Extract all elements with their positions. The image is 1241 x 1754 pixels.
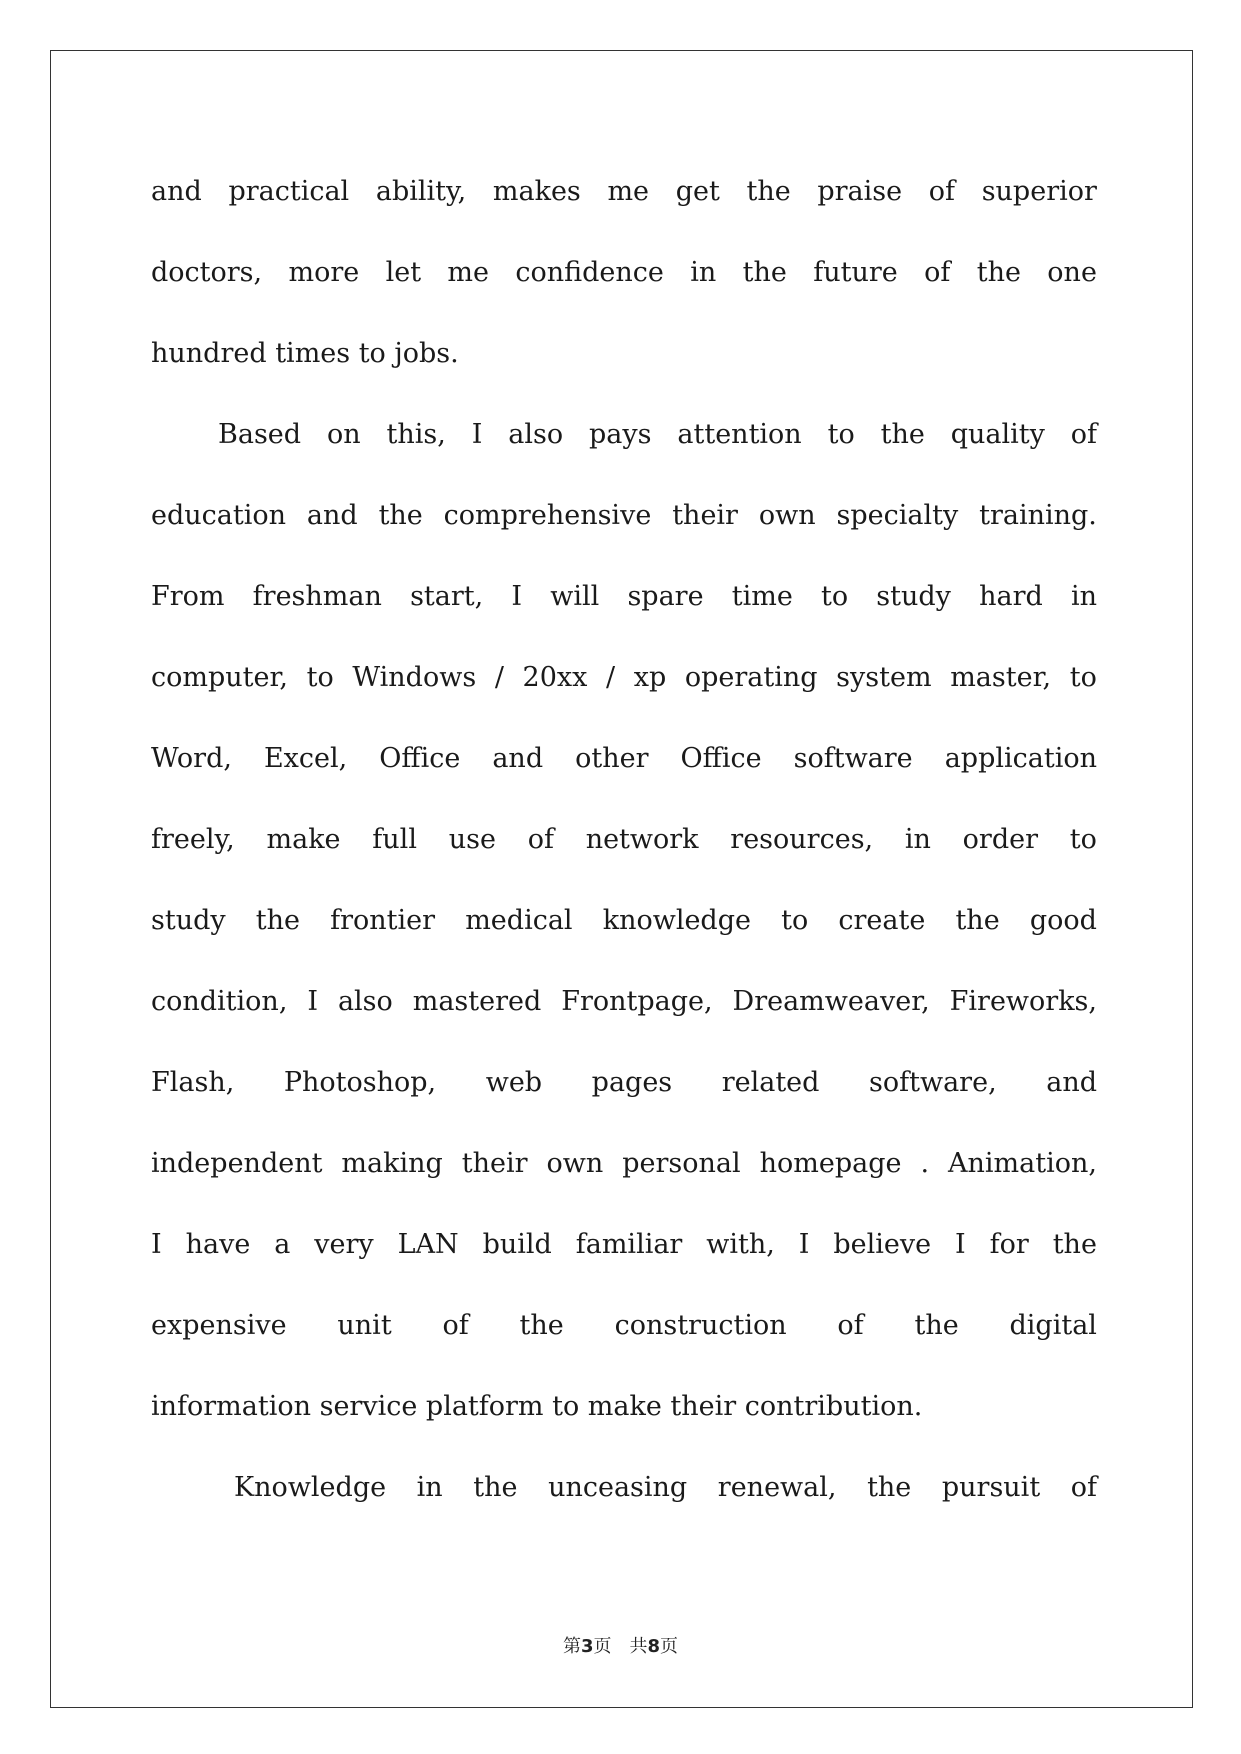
page-number-middle: 页 共 xyxy=(593,1636,648,1657)
text-line xyxy=(151,985,1097,1019)
word: superior xyxy=(981,176,1097,207)
word: Animation, xyxy=(948,1148,1097,1179)
word: Office xyxy=(680,743,762,774)
text-line xyxy=(151,742,1097,776)
text-line xyxy=(151,823,1097,857)
word: confidence xyxy=(515,257,664,288)
word: I xyxy=(511,581,523,612)
word: the xyxy=(976,257,1021,288)
word: practical xyxy=(228,176,350,207)
word: ability, xyxy=(375,176,467,207)
word: related xyxy=(721,1067,820,1098)
page-number-prefix: 第 xyxy=(562,1636,581,1657)
text-line xyxy=(151,1228,1097,1262)
word: digital xyxy=(1009,1310,1097,1341)
word: the xyxy=(746,176,791,207)
word: LAN xyxy=(397,1229,459,1260)
word: Photoshop, xyxy=(283,1067,437,1098)
word: other xyxy=(575,743,649,774)
text-line xyxy=(151,1309,1097,1343)
word: use xyxy=(448,824,496,855)
word: believe xyxy=(833,1229,932,1260)
word: to xyxy=(781,905,809,936)
word: and xyxy=(151,176,202,207)
word: the xyxy=(255,905,300,936)
word: knowledge xyxy=(602,905,751,936)
word: in xyxy=(904,824,931,855)
word: good xyxy=(1029,905,1097,936)
word: mastered xyxy=(412,986,542,1017)
word: quality xyxy=(950,419,1045,450)
text-line xyxy=(151,256,1097,290)
word: Word, xyxy=(151,743,232,774)
word: I xyxy=(471,419,483,450)
word: freely, xyxy=(151,824,235,855)
word: specialty xyxy=(836,500,959,531)
word: to xyxy=(827,419,855,450)
word: in xyxy=(690,257,717,288)
word: makes xyxy=(492,176,581,207)
word: / xyxy=(494,662,504,693)
word: I xyxy=(798,1229,810,1260)
word: / xyxy=(605,662,616,693)
word: Office xyxy=(379,743,461,774)
text-line xyxy=(151,580,1097,614)
text-line xyxy=(234,1471,1097,1505)
word: will xyxy=(550,581,600,612)
word: the xyxy=(867,1472,912,1503)
word: comprehensive xyxy=(443,500,652,531)
word: to xyxy=(1069,662,1097,693)
word: full xyxy=(372,824,417,855)
word: I xyxy=(151,1229,162,1260)
word: making xyxy=(341,1148,443,1179)
word: pages xyxy=(591,1067,673,1098)
word: of xyxy=(527,824,554,855)
word: very xyxy=(314,1229,374,1260)
word: Windows xyxy=(352,662,477,693)
word: a xyxy=(274,1229,291,1260)
word: freshman xyxy=(252,581,382,612)
word: spare xyxy=(627,581,704,612)
word: the xyxy=(1052,1229,1097,1260)
word: computer, xyxy=(151,662,289,693)
word: operating xyxy=(684,662,818,693)
word: own xyxy=(758,500,816,531)
word: Dreamweaver, xyxy=(732,986,930,1017)
word: . xyxy=(920,1148,930,1179)
word: me xyxy=(447,257,490,288)
word: start, xyxy=(410,581,484,612)
word: of xyxy=(928,176,956,207)
word: Knowledge xyxy=(234,1472,387,1503)
word: in xyxy=(1070,581,1097,612)
word: medical xyxy=(465,905,573,936)
page-number-current: 3 xyxy=(580,1636,594,1657)
word: the xyxy=(473,1472,518,1503)
word: xp xyxy=(633,662,667,693)
word: in xyxy=(416,1472,443,1503)
word: From xyxy=(151,581,225,612)
word: unceasing xyxy=(548,1472,688,1503)
word: personal xyxy=(622,1148,741,1179)
word: independent xyxy=(151,1148,323,1179)
word: renewal, xyxy=(717,1472,837,1503)
word: of xyxy=(442,1310,469,1341)
word: expensive xyxy=(151,1310,287,1341)
text-line xyxy=(151,1066,1097,1100)
word: familiar xyxy=(575,1229,683,1260)
word: system xyxy=(836,662,932,693)
word: of xyxy=(1070,419,1097,450)
page-number-total: 8 xyxy=(647,1636,661,1657)
word: of xyxy=(837,1310,864,1341)
word: study xyxy=(876,581,951,612)
word: this, xyxy=(386,419,446,450)
word: the xyxy=(914,1310,959,1341)
word: Frontpage, xyxy=(561,986,713,1017)
word: their xyxy=(461,1148,528,1179)
word: the xyxy=(880,419,925,450)
word: also xyxy=(508,419,564,450)
word: time xyxy=(731,581,793,612)
word: training. xyxy=(979,500,1097,531)
word: Based xyxy=(218,419,302,450)
word: have xyxy=(185,1229,251,1260)
word: web xyxy=(485,1067,543,1098)
word: future xyxy=(813,257,898,288)
text-line xyxy=(151,904,1097,938)
word: with, xyxy=(706,1229,775,1260)
page-footer xyxy=(0,1632,1241,1658)
word: Excel, xyxy=(263,743,348,774)
word: and xyxy=(306,500,358,531)
word: resources, xyxy=(730,824,874,855)
word: their xyxy=(672,500,738,531)
word: I xyxy=(955,1229,966,1260)
word: for xyxy=(989,1229,1029,1260)
word: hard xyxy=(979,581,1043,612)
word: attention xyxy=(677,419,802,450)
word: and xyxy=(1046,1067,1097,1098)
word: doctors, xyxy=(151,257,263,288)
word: unit xyxy=(337,1310,392,1341)
text-line: information service platform to make their contribution. xyxy=(151,1391,923,1422)
word: software, xyxy=(869,1067,997,1098)
word: homepage xyxy=(759,1148,902,1179)
text-line: hundred times to jobs. xyxy=(151,338,459,369)
word: application xyxy=(944,743,1097,774)
word: master, xyxy=(950,662,1052,693)
word: and xyxy=(492,743,544,774)
word: the xyxy=(742,257,787,288)
word: me xyxy=(607,176,650,207)
text-line xyxy=(151,499,1097,533)
word: the xyxy=(378,500,423,531)
word: order xyxy=(962,824,1039,855)
word: to xyxy=(1069,824,1097,855)
word: pays xyxy=(589,419,652,450)
word: of xyxy=(924,257,951,288)
word: to xyxy=(820,581,849,612)
word: study xyxy=(151,905,226,936)
word: to xyxy=(306,662,334,693)
word: the xyxy=(955,905,1000,936)
word: own xyxy=(546,1148,604,1179)
word: frontier xyxy=(330,905,436,936)
text-line xyxy=(151,1147,1097,1181)
word: make xyxy=(266,824,341,855)
text-line xyxy=(151,175,1097,209)
word: I xyxy=(307,986,319,1017)
word: one xyxy=(1047,257,1097,288)
text-line xyxy=(218,418,1097,452)
word: 20xx xyxy=(522,662,588,693)
word: more xyxy=(288,257,360,288)
word: create xyxy=(838,905,926,936)
word: praise xyxy=(817,176,903,207)
text-line xyxy=(151,661,1097,695)
word: pursuit xyxy=(941,1472,1041,1503)
word: of xyxy=(1070,1472,1097,1503)
word: condition, xyxy=(151,986,288,1017)
word: education xyxy=(151,500,286,531)
page-number-suffix: 页 xyxy=(660,1636,679,1657)
word: Flash, xyxy=(151,1067,235,1098)
word: on xyxy=(326,419,361,450)
word: network xyxy=(585,824,699,855)
word: Fireworks, xyxy=(949,986,1097,1017)
word: build xyxy=(482,1229,552,1260)
page-border xyxy=(50,50,1193,1708)
word: let xyxy=(385,257,422,288)
word: get xyxy=(675,176,720,207)
word: the xyxy=(519,1310,564,1341)
word: construction xyxy=(614,1310,787,1341)
word: software xyxy=(793,743,913,774)
word: also xyxy=(337,986,393,1017)
